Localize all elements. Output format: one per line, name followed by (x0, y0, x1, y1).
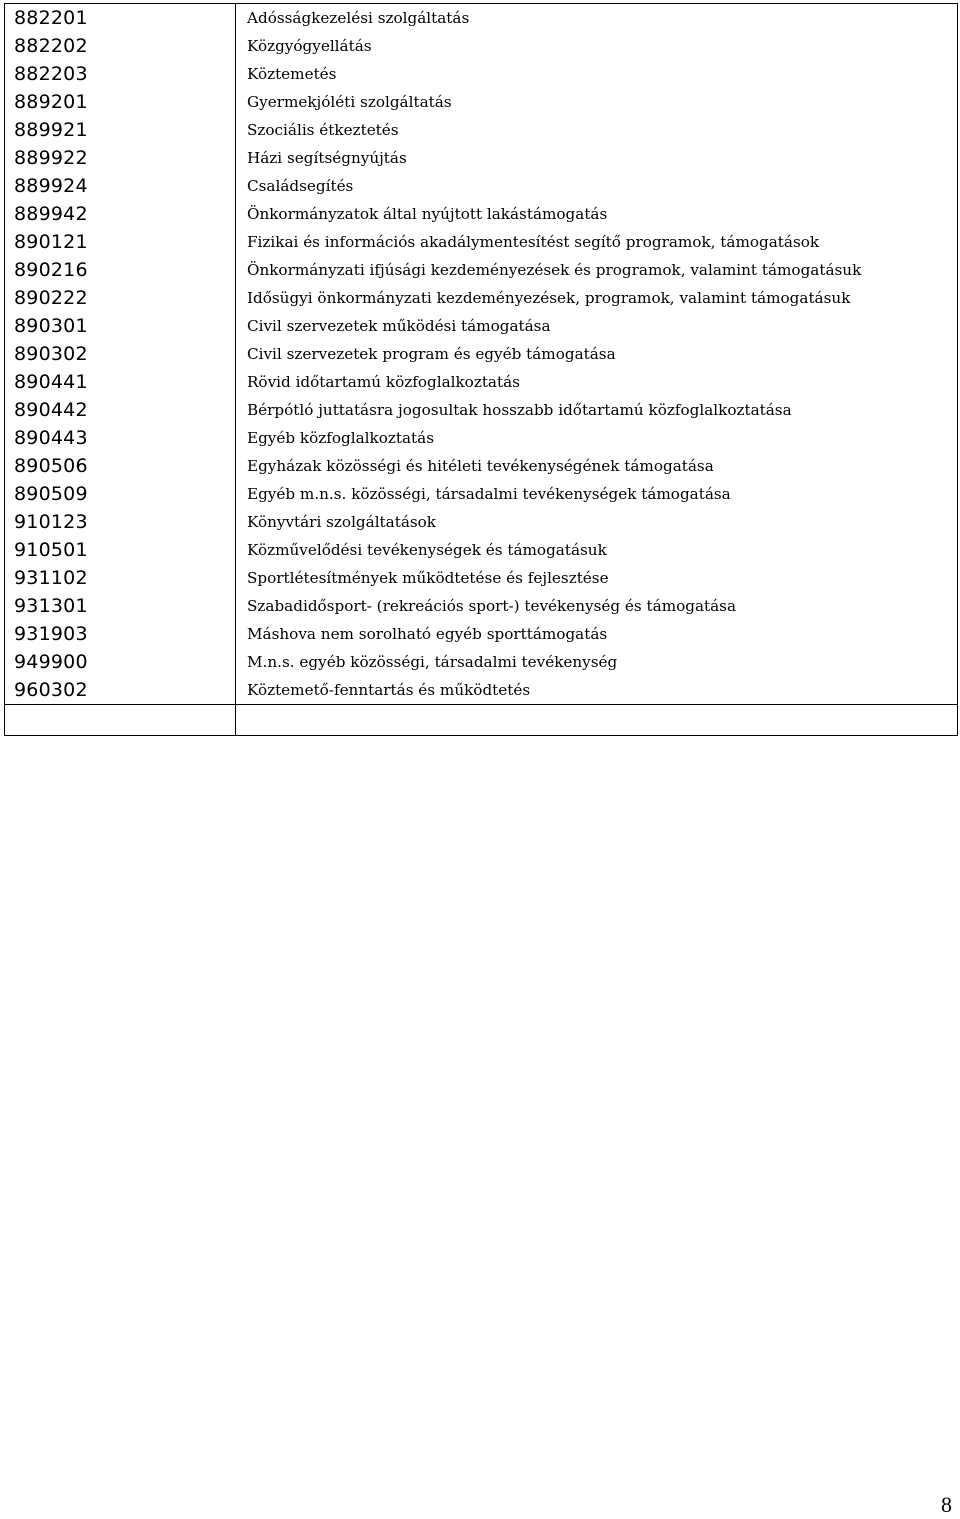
activity-description-cell: Házi segítségnyújtás (236, 144, 958, 172)
activity-description-cell: Szociális étkeztetés (236, 116, 958, 144)
activity-description-cell: Sportlétesítmények működtetése és fejlesztése (236, 564, 958, 592)
table-row (5, 620, 958, 648)
activity-description-cell: Egyházak közösségi és hitéleti tevékenységének támogatása (236, 452, 958, 480)
table-row (5, 32, 958, 60)
table-row (5, 536, 958, 564)
activity-code-cell: 889924 (5, 172, 236, 200)
activity-description-cell: Civil szervezetek program és egyéb támogatása (236, 340, 958, 368)
activity-code-cell: 882201 (5, 4, 236, 33)
activity-code-cell: 890121 (5, 228, 236, 256)
table-row (5, 88, 958, 116)
activity-description-cell: Egyéb közfoglalkoztatás (236, 424, 958, 452)
activity-description-cell: Fizikai és információs akadálymentesítést segítő programok, támogatások (236, 228, 958, 256)
activity-description-cell: Bérpótló juttatásra jogosultak hosszabb időtartamú közfoglalkoztatása (236, 396, 958, 424)
empty-description-cell (236, 705, 958, 736)
activity-description-cell: Szabadidősport- (rekreációs sport-) tevékenység és támogatása (236, 592, 958, 620)
table-row (5, 60, 958, 88)
activity-description-cell: Köztemető-fenntartás és működtetés (236, 676, 958, 705)
table-body (5, 4, 958, 736)
activity-description-cell: Rövid időtartamú közfoglalkoztatás (236, 368, 958, 396)
activity-code-cell: 890443 (5, 424, 236, 452)
activity-code-cell: 949900 (5, 648, 236, 676)
table-row (5, 200, 958, 228)
activity-code-cell: 931301 (5, 592, 236, 620)
table-row (5, 452, 958, 480)
activity-code-cell: 890216 (5, 256, 236, 284)
table-row (5, 480, 958, 508)
activity-code-cell: 910123 (5, 508, 236, 536)
activity-code-cell: 910501 (5, 536, 236, 564)
activity-description-cell: Önkormányzati ifjúsági kezdeményezések és programok, valamint támogatásuk (236, 256, 958, 284)
table-row (5, 592, 958, 620)
table-row (5, 228, 958, 256)
table-row (5, 424, 958, 452)
activity-description-cell: Könyvtári szolgáltatások (236, 508, 958, 536)
empty-code-cell (5, 705, 236, 736)
activity-description-cell: Közművelődési tevékenységek és támogatásuk (236, 536, 958, 564)
activity-code-cell: 890302 (5, 340, 236, 368)
activity-description-cell: Családsegítés (236, 172, 958, 200)
activity-code-cell: 889201 (5, 88, 236, 116)
activity-code-cell: 882203 (5, 60, 236, 88)
table-row (5, 116, 958, 144)
activity-code-cell: 889922 (5, 144, 236, 172)
activity-code-cell: 890441 (5, 368, 236, 396)
activity-description-cell: Egyéb m.n.s. közösségi, társadalmi tevékenységek támogatása (236, 480, 958, 508)
activity-code-cell: 931903 (5, 620, 236, 648)
table-row (5, 648, 958, 676)
activity-code-cell: 890442 (5, 396, 236, 424)
table-row (5, 144, 958, 172)
table-row (5, 340, 958, 368)
table-row (5, 564, 958, 592)
activity-code-cell: 890506 (5, 452, 236, 480)
activity-code-cell: 882202 (5, 32, 236, 60)
table-row (5, 4, 958, 33)
activity-code-cell: 889942 (5, 200, 236, 228)
activity-code-cell: 931102 (5, 564, 236, 592)
activity-description-cell: Gyermekjóléti szolgáltatás (236, 88, 958, 116)
table-row (5, 368, 958, 396)
activity-code-cell: 890301 (5, 312, 236, 340)
activity-description-cell: Közgyógyellátás (236, 32, 958, 60)
table-row (5, 508, 958, 536)
page-number: 8 (941, 1492, 952, 1517)
activity-code-cell: 890222 (5, 284, 236, 312)
table-row (5, 312, 958, 340)
empty-table-row (5, 705, 958, 736)
activity-code-table (4, 3, 958, 736)
table-row (5, 256, 958, 284)
activity-description-cell: Civil szervezetek működési támogatása (236, 312, 958, 340)
activity-description-cell: Adósságkezelési szolgáltatás (236, 4, 958, 33)
activity-description-cell: Köztemetés (236, 60, 958, 88)
activity-description-cell: Máshova nem sorolható egyéb sporttámogatás (236, 620, 958, 648)
activity-code-table-container (4, 3, 957, 736)
activity-code-cell: 889921 (5, 116, 236, 144)
activity-description-cell: Idősügyi önkormányzati kezdeményezések, programok, valamint támogatásuk (236, 284, 958, 312)
table-row (5, 396, 958, 424)
table-row (5, 172, 958, 200)
table-row (5, 284, 958, 312)
table-row (5, 676, 958, 705)
activity-description-cell: M.n.s. egyéb közösségi, társadalmi tevékenység (236, 648, 958, 676)
activity-description-cell: Önkormányzatok által nyújtott lakástámogatás (236, 200, 958, 228)
activity-code-cell: 960302 (5, 676, 236, 705)
activity-code-cell: 890509 (5, 480, 236, 508)
